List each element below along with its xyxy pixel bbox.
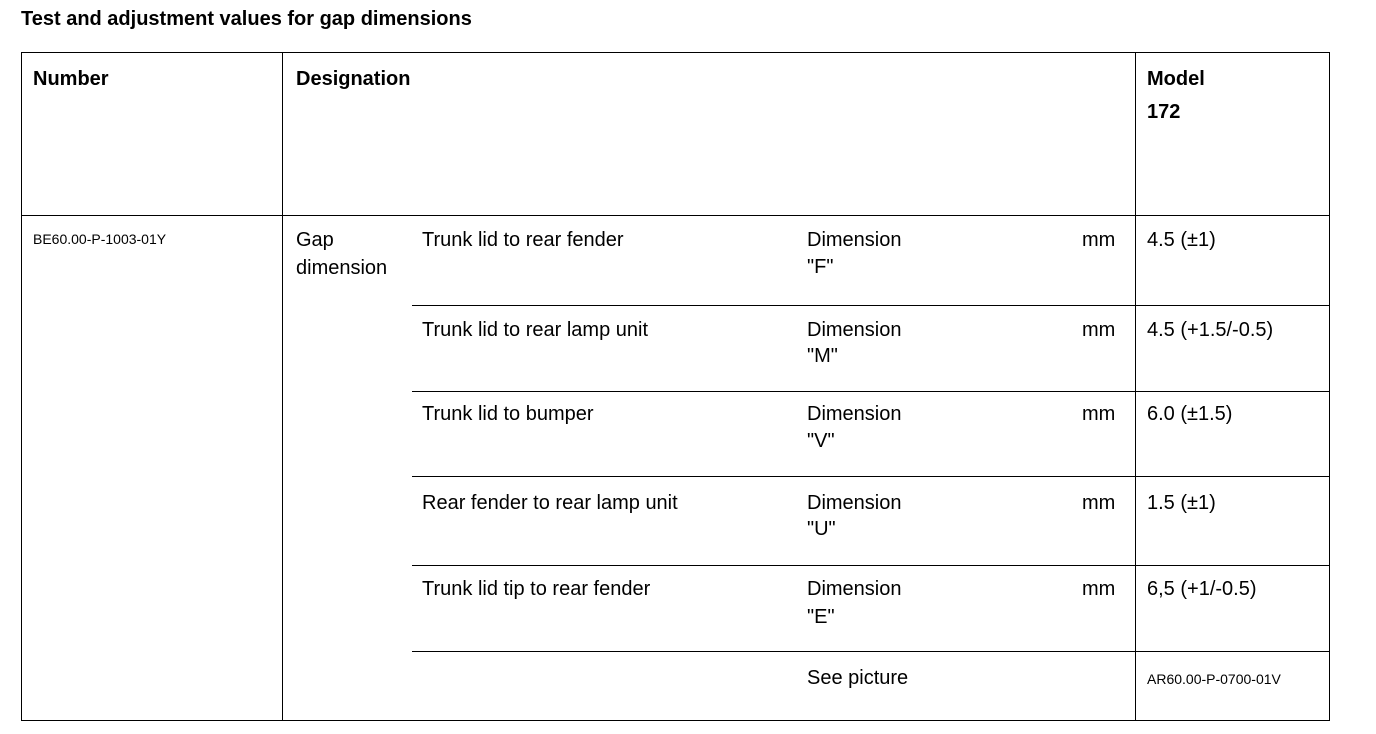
- item-dimension-code: "M": [807, 345, 838, 367]
- row-divider-4: [412, 565, 1330, 566]
- header-model-value: 172: [1147, 101, 1181, 123]
- group-label-line1: Gap: [296, 229, 334, 251]
- item-location: Trunk lid to bumper: [422, 403, 594, 425]
- item-location: Trunk lid tip to rear fender: [422, 578, 651, 600]
- item-location: Rear fender to rear lamp unit: [422, 492, 678, 514]
- col-divider-model: [1135, 52, 1136, 721]
- item-unit: mm: [1082, 229, 1116, 251]
- item-location: Trunk lid to rear lamp unit: [422, 319, 649, 341]
- item-value: 4.5 (±1): [1147, 229, 1216, 251]
- item-dimension-label: Dimension: [807, 578, 902, 600]
- item-dimension-label: Dimension: [807, 319, 902, 341]
- header-divider: [21, 215, 1330, 216]
- header-designation: Designation: [296, 68, 411, 90]
- item-unit: mm: [1082, 403, 1116, 425]
- item-dimension-label: Dimension: [807, 229, 902, 251]
- item-location: Trunk lid to rear fender: [422, 229, 624, 251]
- item-dimension-code: "E": [807, 606, 835, 628]
- item-unit: mm: [1082, 578, 1116, 600]
- item-dimension-label: Dimension: [807, 492, 902, 514]
- row-divider-5: [412, 651, 1330, 652]
- col-divider-number: [282, 52, 283, 721]
- item-unit: mm: [1082, 492, 1116, 514]
- row-divider-3: [412, 476, 1330, 477]
- item-value: 6.0 (±1.5): [1147, 403, 1233, 425]
- item-dimension-label: Dimension: [807, 403, 902, 425]
- item-dimension-code: "V": [807, 430, 835, 452]
- item-dimension-code: "U": [807, 518, 836, 540]
- item-value: 4.5 (+1.5/-0.5): [1147, 319, 1274, 341]
- row-divider-2: [412, 391, 1330, 392]
- item-dimension-code: "F": [807, 256, 834, 278]
- row-number: BE60.00-P-1003-01Y: [33, 231, 167, 247]
- group-label-line2: dimension: [296, 257, 388, 279]
- header-number: Number: [33, 68, 109, 90]
- item-value: 6,5 (+1/-0.5): [1147, 578, 1257, 600]
- see-picture-label: See picture: [807, 667, 909, 689]
- header-model-label: Model: [1147, 68, 1205, 90]
- item-unit: mm: [1082, 319, 1116, 341]
- row-divider-1: [412, 305, 1330, 306]
- picture-reference[interactable]: AR60.00-P-0700-01V: [1147, 671, 1281, 687]
- gap-dimensions-table: [21, 52, 1330, 721]
- page-title: Test and adjustment values for gap dimensions: [21, 8, 472, 30]
- item-value: 1.5 (±1): [1147, 492, 1216, 514]
